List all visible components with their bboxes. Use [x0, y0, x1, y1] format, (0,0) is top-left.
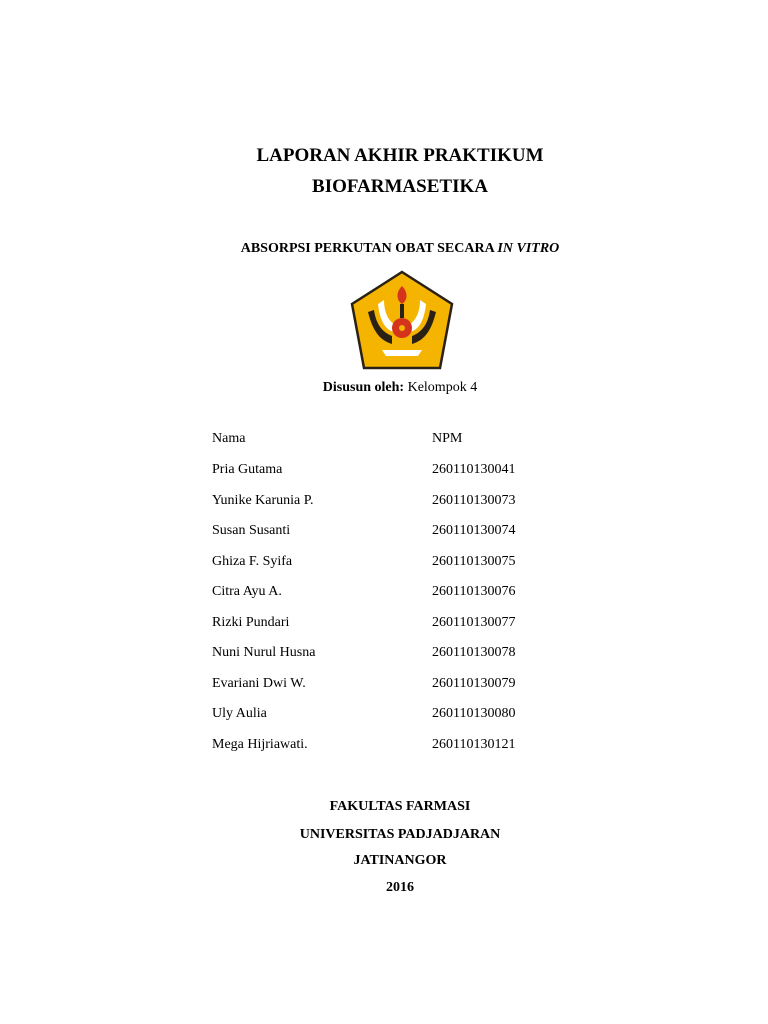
- member-name: Yunike Karunia P.: [212, 492, 314, 508]
- member-npm: 260110130080: [432, 706, 516, 721]
- university-logo: [348, 270, 456, 372]
- experiment-title-italic: IN VITRO: [497, 241, 560, 256]
- member-npm: 260110130077: [432, 614, 516, 630]
- author-line: [0, 380, 768, 396]
- report-title: LAPORAN AKHIR PRAKTIKUM: [256, 145, 544, 166]
- experiment-title-main: ABSORPSI PERKUTAN OBAT SECARA: [240, 241, 498, 256]
- university: UNIVERSITAS PADJADJARAN: [299, 827, 501, 842]
- member-npm: 260110130076: [432, 584, 516, 599]
- member-npm: 260110130074: [432, 523, 516, 538]
- author-label: Disusun oleh:: [322, 380, 405, 395]
- member-npm: 260110130121: [432, 736, 516, 752]
- experiment-title: [0, 241, 768, 257]
- member-npm: 260110130079: [432, 675, 516, 691]
- member-name: Nuni Nurul Husna: [212, 645, 316, 660]
- member-name: Evariani Dwi W.: [212, 675, 306, 691]
- member-name: Uly Aulia: [212, 706, 267, 721]
- year: 2016: [386, 880, 414, 895]
- member-name: Rizki Pundari: [212, 614, 290, 630]
- course-title: BIOFARMASETIKA: [312, 176, 488, 197]
- member-npm: 260110130041: [432, 462, 516, 477]
- member-name: Pria Gutama: [212, 462, 283, 477]
- header-name: Nama: [212, 431, 246, 446]
- member-npm: 260110130075: [432, 553, 516, 569]
- member-name: Mega Hijriawati.: [212, 736, 308, 752]
- member-npm: 260110130073: [432, 492, 516, 508]
- author-value: Kelompok 4: [404, 380, 478, 395]
- member-npm: 260110130078: [432, 645, 516, 660]
- faculty: FAKULTAS FARMASI: [329, 799, 471, 814]
- member-name: Citra Ayu A.: [212, 584, 282, 599]
- member-name: Susan Susanti: [212, 523, 291, 538]
- member-name: Ghiza F. Syifa: [212, 553, 293, 569]
- city: JATINANGOR: [353, 853, 447, 868]
- header-npm: NPM: [432, 431, 463, 446]
